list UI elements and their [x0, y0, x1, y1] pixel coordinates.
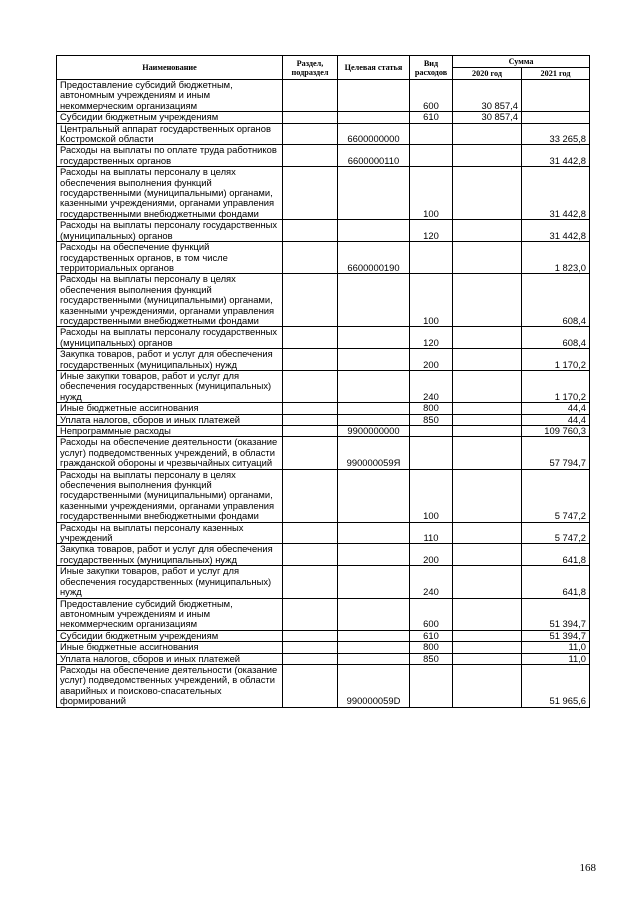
cell-2020 — [453, 274, 522, 327]
cell-name: Предоставление субсидий бюджетным, автономным учреждениям и иным некоммерческим организациям — [57, 598, 283, 630]
header-name: Наименование — [57, 56, 283, 80]
cell-section — [283, 349, 338, 371]
table-row — [57, 370, 590, 402]
cell-target — [338, 642, 410, 653]
cell-kind — [410, 242, 453, 274]
cell-section — [283, 653, 338, 664]
header-kind: Вид расходов — [410, 56, 453, 80]
cell-target — [338, 414, 410, 425]
cell-name: Расходы на выплаты персоналу в целях обеспечения выполнения функций государственными (муниципальными) органами, казенными учреждениями, органами управления государственными внебюджетными фондами — [57, 274, 283, 327]
cell-section — [283, 469, 338, 522]
cell-kind: 850 — [410, 653, 453, 664]
cell-name: Расходы на выплаты персоналу в целях обеспечения выполнения функций государственными (муниципальными) органами, казенными учреждениями, органами управления государственными внебюджетными фондами — [57, 167, 283, 220]
header-target: Целевая статья — [338, 56, 410, 80]
table-row — [57, 220, 590, 242]
cell-target — [338, 630, 410, 641]
cell-target — [338, 370, 410, 402]
cell-2021: 57 794,7 — [522, 437, 590, 469]
cell-kind: 110 — [410, 522, 453, 544]
cell-section — [283, 274, 338, 327]
cell-2021: 641,8 — [522, 544, 590, 566]
header-year-2020: 2020 год — [453, 68, 522, 80]
table-row — [57, 426, 590, 437]
cell-2020: 30 857,4 — [453, 112, 522, 123]
cell-2020 — [453, 598, 522, 630]
cell-kind: 100 — [410, 167, 453, 220]
cell-target: 6600000110 — [338, 145, 410, 167]
table-header — [57, 56, 590, 80]
table-body — [57, 80, 590, 708]
table-row — [57, 664, 590, 707]
cell-kind — [410, 437, 453, 469]
cell-section — [283, 642, 338, 653]
cell-2021: 31 442,8 — [522, 220, 590, 242]
cell-kind: 120 — [410, 220, 453, 242]
cell-2020 — [453, 403, 522, 414]
cell-name: Иные бюджетные ассигнования — [57, 642, 283, 653]
table-row — [57, 112, 590, 123]
cell-section — [283, 566, 338, 598]
cell-2021: 109 760,3 — [522, 426, 590, 437]
cell-name: Центральный аппарат государственных органов Костромской области — [57, 123, 283, 145]
cell-target: 6600000190 — [338, 242, 410, 274]
cell-kind: 600 — [410, 598, 453, 630]
cell-2021: 5 747,2 — [522, 522, 590, 544]
cell-target: 9900000000 — [338, 426, 410, 437]
cell-target — [338, 327, 410, 349]
cell-name: Расходы на обеспечение функций государственных органов, в том числе территориальных органов — [57, 242, 283, 274]
cell-section — [283, 426, 338, 437]
cell-2020 — [453, 242, 522, 274]
cell-kind: 240 — [410, 370, 453, 402]
cell-name: Предоставление субсидий бюджетным, автономным учреждениям и иным некоммерческим организациям — [57, 80, 283, 112]
cell-2021 — [522, 80, 590, 112]
cell-name: Иные закупки товаров, работ и услуг для обеспечения государственных (муниципальных) нужд — [57, 566, 283, 598]
cell-section — [283, 220, 338, 242]
cell-2021: 1 170,2 — [522, 370, 590, 402]
cell-target — [338, 167, 410, 220]
cell-section — [283, 664, 338, 707]
cell-kind: 610 — [410, 112, 453, 123]
table-row — [57, 630, 590, 641]
cell-2021: 44,4 — [522, 403, 590, 414]
cell-target — [338, 403, 410, 414]
table-row — [57, 274, 590, 327]
cell-2020 — [453, 437, 522, 469]
cell-name: Уплата налогов, сборов и иных платежей — [57, 414, 283, 425]
cell-name: Иные бюджетные ассигнования — [57, 403, 283, 414]
cell-name: Уплата налогов, сборов и иных платежей — [57, 653, 283, 664]
cell-target — [338, 349, 410, 371]
table-row — [57, 544, 590, 566]
cell-name: Субсидии бюджетным учреждениям — [57, 630, 283, 641]
cell-kind: 100 — [410, 469, 453, 522]
cell-name: Субсидии бюджетным учреждениям — [57, 112, 283, 123]
cell-kind: 120 — [410, 327, 453, 349]
cell-2021: 1 823,0 — [522, 242, 590, 274]
cell-section — [283, 145, 338, 167]
table-row — [57, 242, 590, 274]
cell-2020 — [453, 327, 522, 349]
cell-kind — [410, 664, 453, 707]
cell-section — [283, 403, 338, 414]
cell-kind: 800 — [410, 642, 453, 653]
cell-kind: 600 — [410, 80, 453, 112]
cell-name: Расходы на выплаты по оплате труда работников государственных органов — [57, 145, 283, 167]
cell-section — [283, 327, 338, 349]
cell-section — [283, 630, 338, 641]
table-row — [57, 167, 590, 220]
table-row — [57, 145, 590, 167]
cell-kind — [410, 145, 453, 167]
cell-2021: 11,0 — [522, 642, 590, 653]
cell-2021: 33 265,8 — [522, 123, 590, 145]
cell-name: Непрограммные расходы — [57, 426, 283, 437]
cell-2020 — [453, 544, 522, 566]
cell-name: Расходы на обеспечение деятельности (оказание услуг) подведомственных учреждений, в области гражданской обороны и чрезвычайных ситуаций — [57, 437, 283, 469]
cell-target — [338, 598, 410, 630]
header-section: Раздел, подраздел — [283, 56, 338, 80]
cell-target — [338, 566, 410, 598]
cell-name: Закупка товаров, работ и услуг для обеспечения государственных (муниципальных) нужд — [57, 349, 283, 371]
cell-2021: 51 965,6 — [522, 664, 590, 707]
table-row — [57, 414, 590, 425]
cell-target — [338, 112, 410, 123]
cell-name: Расходы на выплаты персоналу в целях обеспечения выполнения функций государственными (муниципальными) органами, казенными учреждениями, органами управления государственными внебюджетными фондами — [57, 469, 283, 522]
cell-section — [283, 598, 338, 630]
cell-2020: 30 857,4 — [453, 80, 522, 112]
cell-section — [283, 437, 338, 469]
cell-kind — [410, 123, 453, 145]
cell-2020 — [453, 642, 522, 653]
cell-name: Закупка товаров, работ и услуг для обеспечения государственных (муниципальных) нужд — [57, 544, 283, 566]
table-row — [57, 598, 590, 630]
cell-target — [338, 544, 410, 566]
table-row — [57, 566, 590, 598]
cell-section — [283, 80, 338, 112]
cell-kind: 200 — [410, 544, 453, 566]
table-row — [57, 123, 590, 145]
cell-2021: 608,4 — [522, 274, 590, 327]
cell-2020 — [453, 145, 522, 167]
cell-kind — [410, 426, 453, 437]
header-year-2021: 2021 год — [522, 68, 590, 80]
cell-target — [338, 469, 410, 522]
cell-2021: 641,8 — [522, 566, 590, 598]
cell-target — [338, 522, 410, 544]
cell-name: Расходы на выплаты персоналу государственных (муниципальных) органов — [57, 220, 283, 242]
cell-2020 — [453, 566, 522, 598]
cell-2021: 608,4 — [522, 327, 590, 349]
cell-target — [338, 220, 410, 242]
cell-kind: 100 — [410, 274, 453, 327]
table-row — [57, 403, 590, 414]
cell-name: Иные закупки товаров, работ и услуг для обеспечения государственных (муниципальных) нужд — [57, 370, 283, 402]
header-sum: Сумма — [453, 56, 590, 68]
cell-kind: 850 — [410, 414, 453, 425]
cell-section — [283, 544, 338, 566]
cell-2021: 31 442,8 — [522, 145, 590, 167]
cell-2021: 51 394,7 — [522, 598, 590, 630]
cell-2021: 44,4 — [522, 414, 590, 425]
cell-target — [338, 274, 410, 327]
page-number: 168 — [579, 862, 596, 874]
cell-target: 6600000000 — [338, 123, 410, 145]
cell-kind: 610 — [410, 630, 453, 641]
cell-2020 — [453, 167, 522, 220]
cell-section — [283, 167, 338, 220]
cell-name: Расходы на обеспечение деятельности (оказание услуг) подведомственных учреждений, в области аварийных и поисково-спасательных формирований — [57, 664, 283, 707]
cell-2021 — [522, 112, 590, 123]
table-row — [57, 327, 590, 349]
cell-2020 — [453, 123, 522, 145]
cell-2021: 1 170,2 — [522, 349, 590, 371]
cell-section — [283, 112, 338, 123]
table-row — [57, 522, 590, 544]
cell-section — [283, 522, 338, 544]
cell-target: 990000059D — [338, 664, 410, 707]
table-row — [57, 469, 590, 522]
cell-section — [283, 123, 338, 145]
cell-2020 — [453, 522, 522, 544]
cell-2020 — [453, 653, 522, 664]
cell-target: 990000059Я — [338, 437, 410, 469]
cell-2020 — [453, 414, 522, 425]
cell-target — [338, 653, 410, 664]
budget-table — [56, 55, 590, 708]
cell-section — [283, 242, 338, 274]
cell-name: Расходы на выплаты персоналу казенных учреждений — [57, 522, 283, 544]
table-row — [57, 653, 590, 664]
cell-2020 — [453, 370, 522, 402]
cell-2021: 31 442,8 — [522, 167, 590, 220]
cell-section — [283, 414, 338, 425]
table-row — [57, 642, 590, 653]
cell-section — [283, 370, 338, 402]
table-row — [57, 349, 590, 371]
cell-2021: 51 394,7 — [522, 630, 590, 641]
cell-2021: 11,0 — [522, 653, 590, 664]
cell-2020 — [453, 349, 522, 371]
cell-2020 — [453, 630, 522, 641]
cell-2020 — [453, 469, 522, 522]
cell-name: Расходы на выплаты персоналу государственных (муниципальных) органов — [57, 327, 283, 349]
cell-kind: 240 — [410, 566, 453, 598]
cell-2020 — [453, 426, 522, 437]
cell-kind: 200 — [410, 349, 453, 371]
cell-target — [338, 80, 410, 112]
cell-kind: 800 — [410, 403, 453, 414]
cell-2020 — [453, 220, 522, 242]
table-row — [57, 437, 590, 469]
table-row — [57, 80, 590, 112]
cell-2020 — [453, 664, 522, 707]
cell-2021: 5 747,2 — [522, 469, 590, 522]
